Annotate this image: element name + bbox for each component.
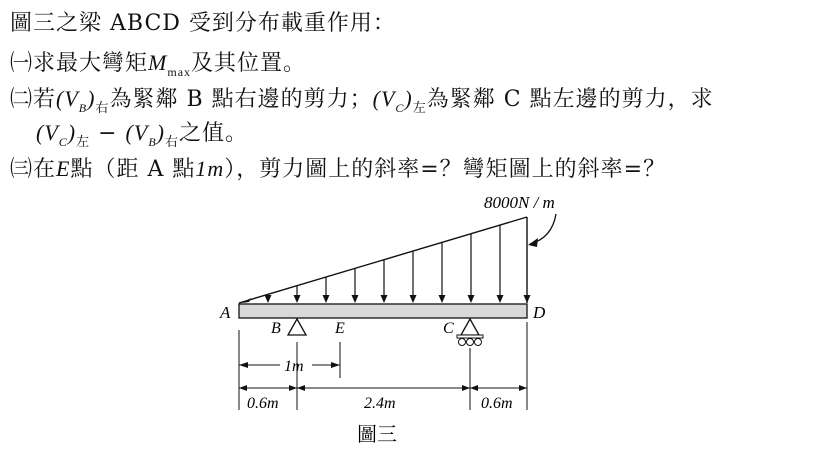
mmax-subscript: max bbox=[167, 65, 192, 79]
leader-arrowhead bbox=[528, 238, 538, 247]
vb-close: ) bbox=[87, 86, 96, 111]
point-e-label: E bbox=[335, 320, 345, 337]
load-label: 8000N / m bbox=[484, 193, 555, 212]
load-hypotenuse bbox=[239, 217, 527, 303]
roller-wheel bbox=[475, 339, 482, 346]
q2-number: ㈡ bbox=[10, 87, 34, 112]
vb-close-2: ) bbox=[156, 120, 165, 145]
vc-left: 左 bbox=[412, 101, 427, 116]
dim-cd-label: 0.6m bbox=[481, 395, 513, 412]
point-d-label: D bbox=[533, 303, 546, 322]
dim-bc-label: 2.4m bbox=[364, 395, 396, 412]
roller-base bbox=[457, 335, 483, 338]
distance-ref: 1m bbox=[195, 156, 225, 181]
dim-ab-label: 0.6m bbox=[247, 395, 279, 412]
roller-wheel bbox=[459, 339, 466, 346]
dim-arrow bbox=[239, 385, 247, 391]
minus-sign: − bbox=[90, 121, 126, 146]
dim-arrow bbox=[331, 362, 340, 368]
vb-symbol: (V bbox=[56, 86, 79, 111]
dim-arrow bbox=[470, 385, 478, 391]
load-arrowhead bbox=[381, 295, 388, 303]
dim-arrow bbox=[519, 385, 527, 391]
vb-sub-2: B bbox=[148, 135, 157, 149]
load-arrowhead bbox=[468, 295, 475, 303]
load-arrowhead bbox=[323, 295, 330, 303]
vc-symbol: (V bbox=[372, 86, 396, 111]
load-arrowhead bbox=[439, 295, 446, 303]
q3-number: ㈢ bbox=[10, 157, 34, 182]
vc-sub: C bbox=[395, 101, 405, 115]
load-arrowhead bbox=[242, 298, 251, 303]
load-arrowhead bbox=[265, 295, 272, 303]
support-c-roller bbox=[461, 319, 479, 335]
mmax-symbol: M bbox=[148, 50, 168, 75]
load-leader bbox=[530, 214, 556, 244]
q2-end: 之值。 bbox=[179, 121, 249, 146]
point-c-label: C bbox=[443, 320, 454, 337]
point-b-label: B bbox=[271, 320, 281, 337]
vc-close: ) bbox=[404, 86, 413, 111]
heading-text: 圖三之梁 ABCD 受到分布載重作用： bbox=[10, 11, 396, 36]
load-arrowhead bbox=[497, 295, 504, 303]
figure-caption: 圖三 bbox=[357, 422, 397, 446]
point-a-label: A bbox=[220, 303, 231, 322]
q3-text3: ），剪力圖上的斜率=？彎矩圖上的斜率=？ bbox=[224, 157, 667, 182]
q3-text2: 點（距 A 點 bbox=[70, 157, 196, 182]
support-b-pin bbox=[288, 319, 306, 335]
dim-arrow bbox=[239, 362, 248, 368]
vb-right: 右 bbox=[95, 101, 110, 116]
dim-arrow bbox=[289, 385, 297, 391]
q1-after: 及其位置。 bbox=[191, 51, 307, 76]
vc-left-2: 左 bbox=[76, 135, 91, 150]
load-arrowhead bbox=[410, 295, 417, 303]
vb-sub: B bbox=[78, 101, 88, 115]
dim-ae-label: 1m bbox=[284, 358, 304, 375]
load-arrows bbox=[242, 225, 531, 303]
q1-number: ㈠ bbox=[10, 51, 34, 76]
roller-wheel bbox=[467, 339, 474, 346]
load-arrowhead bbox=[524, 295, 531, 303]
dim-arrow bbox=[297, 385, 305, 391]
point-e-ref: E bbox=[56, 156, 71, 181]
vc-close-2: ) bbox=[67, 120, 77, 145]
beam bbox=[239, 304, 527, 318]
dim-arrow bbox=[462, 385, 470, 391]
load-arrowhead bbox=[352, 295, 359, 303]
vb-right-2: 右 bbox=[164, 135, 179, 150]
load-arrowhead bbox=[294, 295, 301, 303]
q3-text1: 在 bbox=[33, 157, 57, 182]
q2-mid: 為緊鄰 B 點右邊的剪力； bbox=[109, 87, 373, 112]
vb-symbol-2: (V bbox=[125, 120, 149, 145]
vc-sub-2: C bbox=[58, 135, 68, 149]
q2-pre: 若 bbox=[33, 87, 57, 112]
vc-symbol-2: (V bbox=[36, 120, 59, 145]
q1-text: 求最大彎矩 bbox=[33, 51, 149, 76]
q2-post: 為緊鄰 C 點左邊的剪力，求 bbox=[426, 87, 714, 112]
